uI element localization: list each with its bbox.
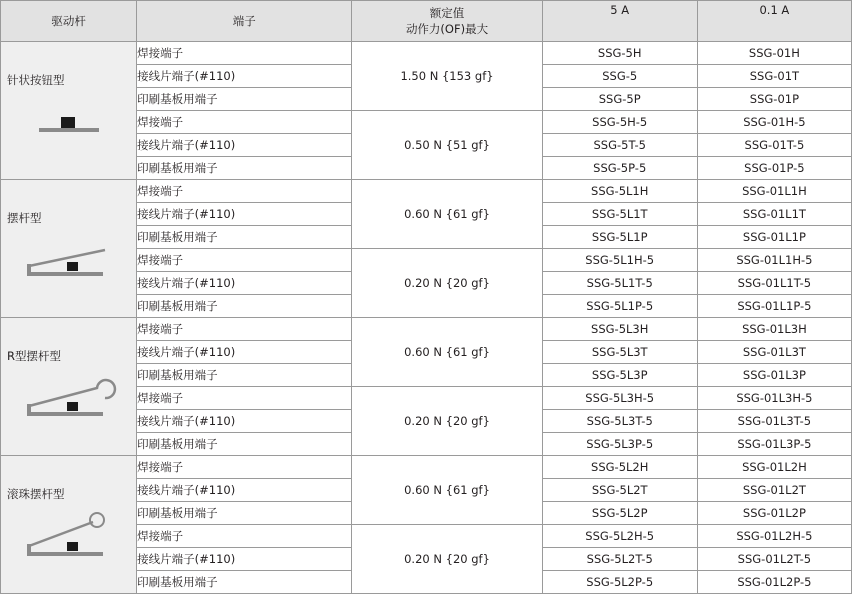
model-01a: SSG-01L1T (697, 203, 851, 226)
lever-art-hinge-lever (1, 226, 136, 294)
operating-force: 0.20 N {20 gf} (352, 525, 542, 594)
terminal-label: 接线片端子(#110) (137, 272, 352, 295)
terminal-label: 印刷基板用端子 (137, 157, 352, 180)
model-5a: SSG-5L1T (542, 203, 697, 226)
model-5a: SSG-5L1T-5 (542, 272, 697, 295)
terminal-label: 焊接端子 (137, 456, 352, 479)
lever-name: R型摆杆型 (7, 348, 61, 363)
model-5a: SSG-5L1P-5 (542, 295, 697, 318)
model-01a: SSG-01L2H (697, 456, 851, 479)
model-01a: SSG-01L2H-5 (697, 525, 851, 548)
model-01a: SSG-01L1P-5 (697, 295, 851, 318)
model-01a: SSG-01T-5 (697, 134, 851, 157)
model-01a: SSG-01L2T-5 (697, 548, 851, 571)
terminal-label: 焊接端子 (137, 318, 352, 341)
terminal-label: 接线片端子(#110) (137, 410, 352, 433)
table-row (1, 42, 852, 65)
model-5a: SSG-5L2H-5 (542, 525, 697, 548)
terminal-label: 印刷基板用端子 (137, 571, 352, 594)
model-5a: SSG-5L1P (542, 226, 697, 249)
lever-cell-roller-lever (1, 456, 137, 594)
lever-name: 滚珠摆杆型 (7, 486, 65, 501)
model-01a: SSG-01L3P (697, 364, 851, 387)
terminal-label: 接线片端子(#110) (137, 134, 352, 157)
operating-force: 1.50 N {153 gf} (352, 42, 542, 111)
header-rating-01a-label: 0.1 A (759, 3, 790, 17)
model-5a: SSG-5L3T-5 (542, 410, 697, 433)
terminal-label: 印刷基板用端子 (137, 502, 352, 525)
operating-force: 0.60 N {61 gf} (352, 180, 542, 249)
model-5a: SSG-5 (542, 65, 697, 88)
terminal-label: 印刷基板用端子 (137, 226, 352, 249)
terminal-label: 接线片端子(#110) (137, 479, 352, 502)
header-rating-01a (697, 1, 851, 42)
model-5a: SSG-5L3P (542, 364, 697, 387)
model-5a: SSG-5L3H-5 (542, 387, 697, 410)
terminal-label: 接线片端子(#110) (137, 341, 352, 364)
table-row (1, 456, 852, 479)
lever-art-roller-lever (1, 502, 136, 570)
table-row (1, 180, 852, 203)
header-rating-5a (542, 1, 697, 42)
model-01a: SSG-01L1H-5 (697, 249, 851, 272)
model-5a: SSG-5P-5 (542, 157, 697, 180)
model-5a: SSG-5L2T-5 (542, 548, 697, 571)
header-operating-force (352, 1, 542, 42)
model-5a: SSG-5L2T (542, 479, 697, 502)
header-of-line2: 动作力(OF)最大 (405, 22, 489, 36)
operating-force: 0.20 N {20 gf} (352, 249, 542, 318)
terminal-label: 焊接端子 (137, 42, 352, 65)
model-5a: SSG-5L3H (542, 318, 697, 341)
terminal-label: 印刷基板用端子 (137, 88, 352, 111)
operating-force: 0.50 N {51 gf} (352, 111, 542, 180)
model-5a: SSG-5H (542, 42, 697, 65)
table-header-row (1, 1, 852, 42)
model-01a: SSG-01L3T (697, 341, 851, 364)
terminal-label: 印刷基板用端子 (137, 295, 352, 318)
model-5a: SSG-5T-5 (542, 134, 697, 157)
terminal-label: 印刷基板用端子 (137, 433, 352, 456)
terminal-label: 印刷基板用端子 (137, 364, 352, 387)
table-row (1, 318, 852, 341)
terminal-label: 焊接端子 (137, 180, 352, 203)
terminal-label: 接线片端子(#110) (137, 548, 352, 571)
model-5a: SSG-5H-5 (542, 111, 697, 134)
model-5a: SSG-5L1H-5 (542, 249, 697, 272)
lever-cell-r-hinge-lever (1, 318, 137, 456)
header-of-line1: 额定值 (429, 6, 465, 20)
operating-force: 0.60 N {61 gf} (352, 456, 542, 525)
model-01a: SSG-01T (697, 65, 851, 88)
model-01a: SSG-01L3T-5 (697, 410, 851, 433)
model-01a: SSG-01L1T-5 (697, 272, 851, 295)
lever-art-r-hinge-lever (1, 364, 136, 432)
model-01a: SSG-01L3H-5 (697, 387, 851, 410)
header-lever: 驱动杆 (1, 1, 137, 42)
model-01a: SSG-01P-5 (697, 157, 851, 180)
terminal-label: 接线片端子(#110) (137, 65, 352, 88)
model-5a: SSG-5L2P-5 (542, 571, 697, 594)
model-5a: SSG-5P (542, 88, 697, 111)
lever-art-pin-plunger (1, 88, 136, 156)
header-terminal: 端子 (137, 1, 352, 42)
terminal-label: 焊接端子 (137, 525, 352, 548)
lever-cell-hinge-lever (1, 180, 137, 318)
model-5a: SSG-5L3P-5 (542, 433, 697, 456)
model-01a: SSG-01L3H (697, 318, 851, 341)
lever-name: 针状按钮型 (7, 72, 65, 87)
operating-force: 0.60 N {61 gf} (352, 318, 542, 387)
model-01a: SSG-01L2P-5 (697, 571, 851, 594)
header-rating-5a-label: 5 A (610, 3, 630, 17)
model-5a: SSG-5L2P (542, 502, 697, 525)
model-01a: SSG-01H (697, 42, 851, 65)
terminal-label: 焊接端子 (137, 111, 352, 134)
lever-cell-pin-plunger (1, 42, 137, 180)
model-5a: SSG-5L2H (542, 456, 697, 479)
operating-force: 0.20 N {20 gf} (352, 387, 542, 456)
model-01a: SSG-01L3P-5 (697, 433, 851, 456)
model-5a: SSG-5L3T (542, 341, 697, 364)
model-01a: SSG-01P (697, 88, 851, 111)
terminal-label: 焊接端子 (137, 387, 352, 410)
model-5a: SSG-5L1H (542, 180, 697, 203)
model-01a: SSG-01L2T (697, 479, 851, 502)
model-01a: SSG-01L1P (697, 226, 851, 249)
model-01a: SSG-01L2P (697, 502, 851, 525)
lever-name: 摆杆型 (7, 210, 42, 225)
terminal-label: 接线片端子(#110) (137, 203, 352, 226)
model-01a: SSG-01L1H (697, 180, 851, 203)
table-body (1, 42, 852, 594)
terminal-label: 焊接端子 (137, 249, 352, 272)
model-01a: SSG-01H-5 (697, 111, 851, 134)
